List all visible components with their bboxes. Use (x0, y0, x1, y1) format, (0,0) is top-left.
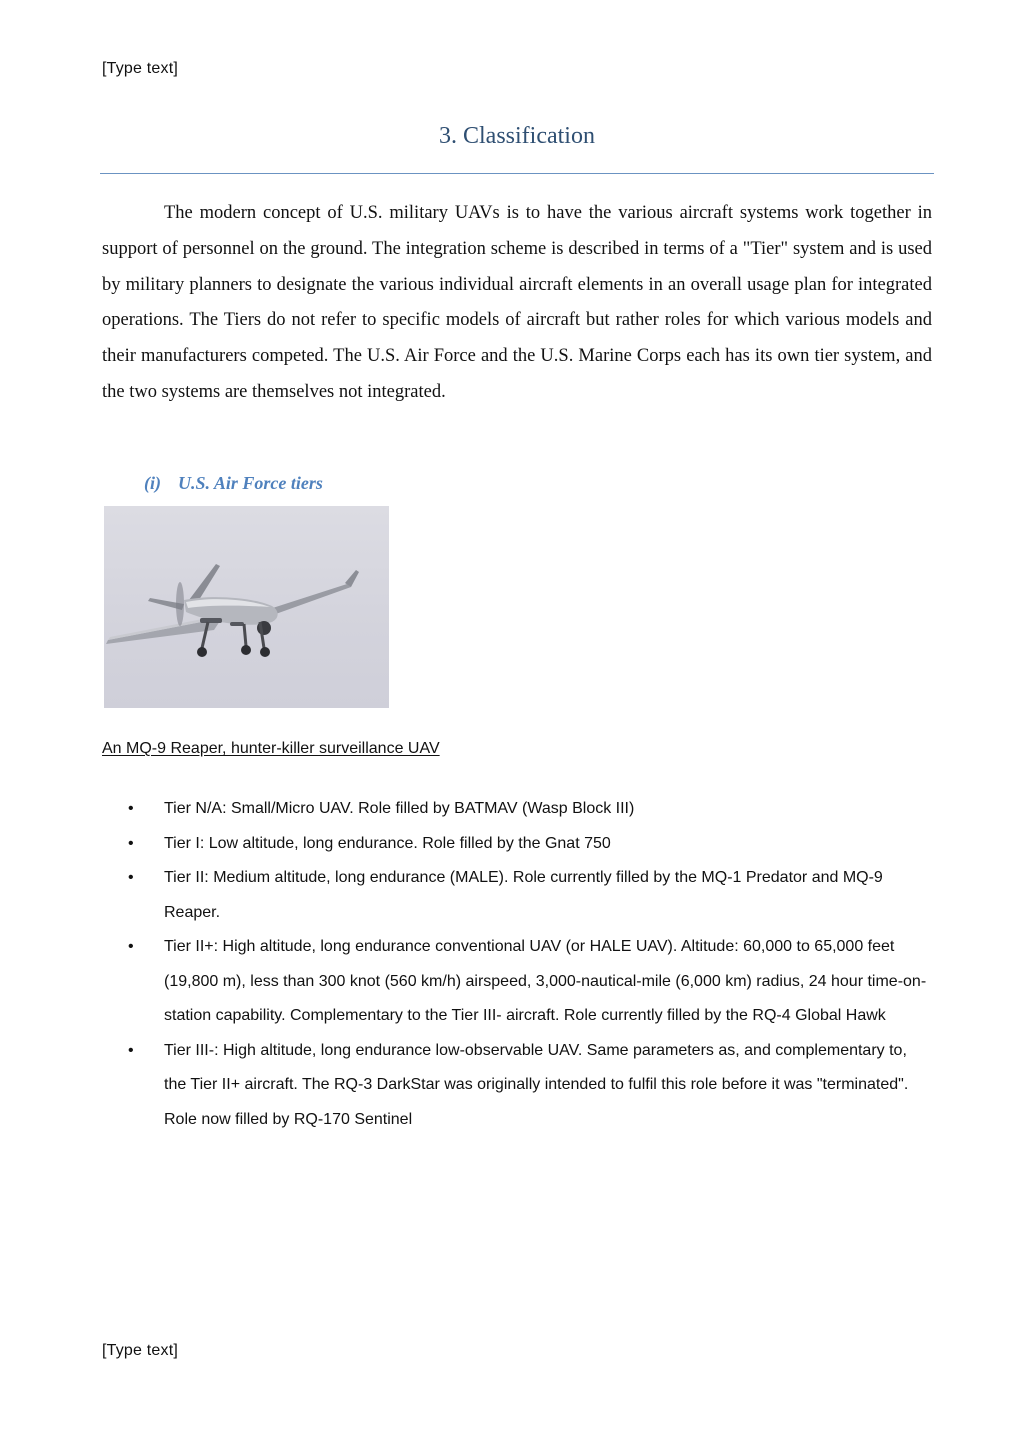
page-footer: [Type text] (102, 1342, 179, 1359)
gear-wheel-left (197, 647, 207, 657)
gear-wheel-front (260, 647, 270, 657)
weapon-pod-left (200, 618, 222, 623)
gear-strut-center (244, 624, 246, 646)
gear-wheel-center (241, 645, 251, 655)
subsection-heading (144, 473, 323, 494)
list-item: • Tier II+: High altitude, long endurance conventional UAV (or HALE UAV). Altitude: 60,000 to 65,000 feet (19,800 m), less than 300 knot (560 km/h) airspeed, 3,000-nautical-mile (6,000 km) radius, 24 hour time-on-station capability. Complementary to the Tier III- aircraft. Role currently filled by the RQ-4 Global Hawk (102, 930, 932, 1034)
title-divider (100, 173, 934, 174)
list-item: • Tier N/A: Small/Micro UAV. Role filled by BATMAV (Wasp Block III) (102, 792, 932, 827)
list-item: • Tier I: Low altitude, long endurance. Role filled by the Gnat 750 (102, 827, 932, 862)
tier-list (102, 792, 932, 1137)
list-item: • Tier II: Medium altitude, long endurance (MALE). Role currently filled by the MQ-1 Predator and MQ-9 Reaper. (102, 861, 932, 930)
subsection-number: (i) (144, 473, 161, 493)
drone-illustration (104, 506, 389, 708)
page-header: [Type text] (102, 60, 179, 77)
weapon-pod-center (230, 622, 244, 626)
section-title: 3. Classification (439, 123, 595, 149)
propeller (176, 582, 184, 626)
figure-caption: An MQ-9 Reaper, hunter-killer surveillance UAV (102, 740, 440, 757)
intro-paragraph: The modern concept of U.S. military UAVs is to have the various aircraft systems work together in support of personnel on the ground. The integration scheme is described in terms of a "Tier" system and is used by military planners to designate the various individual aircraft elements in an overall usage plan for integrated operations. The Tiers do not refer to specific models of aircraft but rather roles for which various models and their manufacturers competed. The U.S. Air Force and the U.S. Marine Corps each has its own tier system, and the two systems are themselves not integrated. (102, 203, 932, 402)
subsection-title: U.S. Air Force tiers (178, 473, 323, 493)
mq9-reaper-photo (104, 506, 389, 708)
list-item: • Tier III-: High altitude, long endurance low-observable UAV. Same parameters as, and complementary to, the Tier II+ aircraft. The RQ-3 DarkStar was originally intended to fulfil this role before it was "terminated". Role now filled by RQ-170 Sentinel (102, 1034, 932, 1138)
